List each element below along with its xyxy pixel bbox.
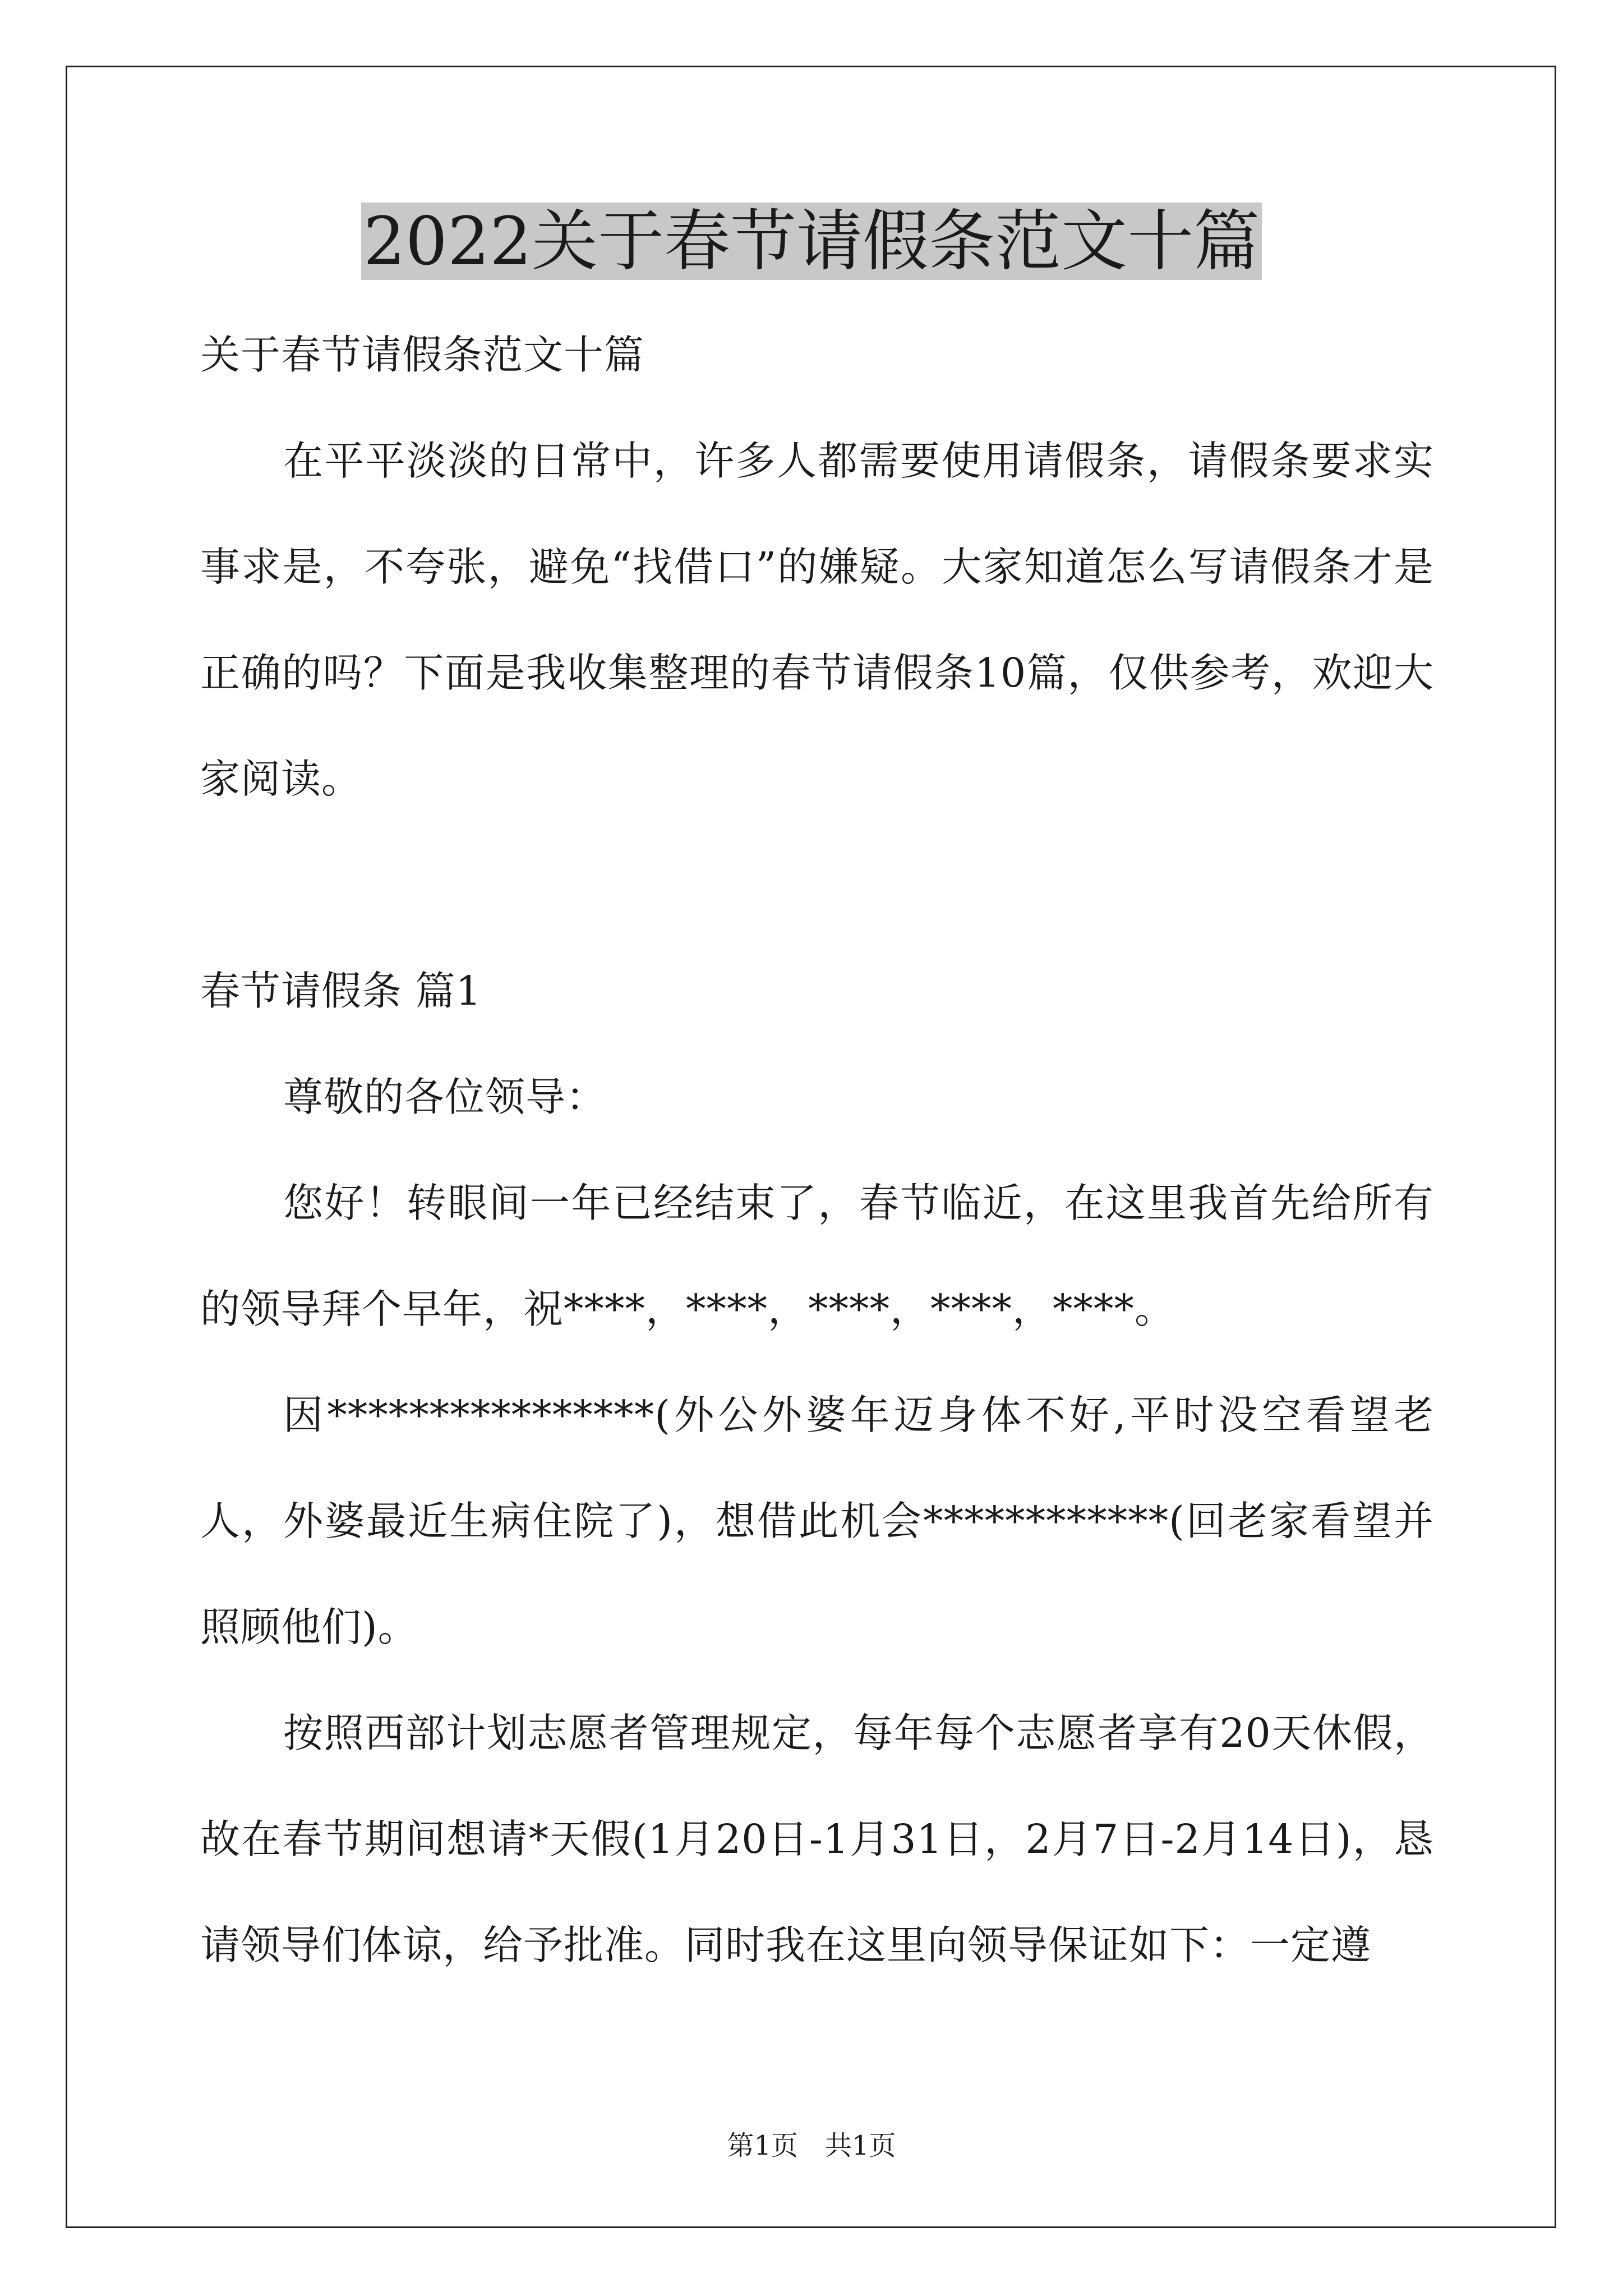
document-body: [200, 302, 1434, 1998]
paragraph: 尊敬的各位领导：: [283, 1074, 607, 1120]
document-title: 2022关于春节请假条范文十篇: [361, 203, 1262, 280]
document-title-container: [0, 194, 1623, 289]
paragraph: 春节请假条 篇1: [200, 968, 482, 1014]
page-total: 共1页: [825, 2130, 896, 2161]
page-footer: [0, 2129, 1623, 2162]
paragraph: 按照西部计划志愿者管理规定，每年每个志愿者享有20天休假，故在春节期间想请*天假(1月20日-1月31日，2月7日-2月14日)，恳请领导们体谅，给予批准。同时我在这里向领导保证如下：一定遵: [200, 1710, 1434, 1968]
page-number: 第1页: [727, 2130, 798, 2161]
paragraph-spacer: [200, 832, 1434, 938]
paragraph: 您好！转眼间一年已经结束了，春节临近，在这里我首先给所有的领导拜个早年，祝****，****，****，****，****。: [200, 1180, 1434, 1332]
paragraph: 因****************(外公外婆年迈身体不好,平时没空看望老人，外婆最近生病住院了)，想借此机会************(回老家看望并照顾他们)。: [200, 1392, 1434, 1650]
paragraph: 在平平淡淡的日常中，许多人都需要使用请假条，请假条要求实事求是，不夸张，避免“找借口”的嫌疑。大家知道怎么写请假条才是正确的吗？下面是我收集整理的春节请假条10篇，仅供参考，欢迎大家阅读。: [200, 438, 1434, 802]
paragraph: 关于春节请假条范文十篇: [200, 332, 645, 378]
